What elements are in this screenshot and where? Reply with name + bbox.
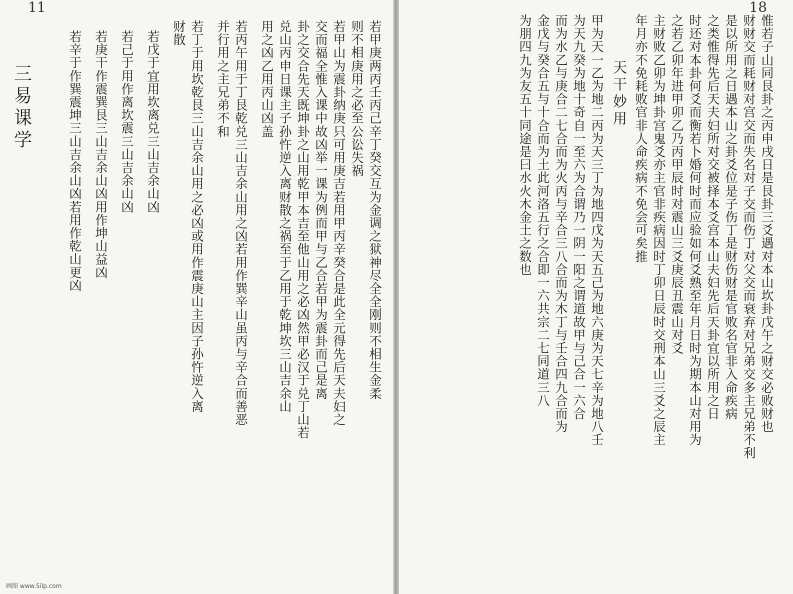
right-section-line: 为朋四九为友五十同途是曰水火木金土之数也 — [517, 14, 533, 276]
left-text-line: 财散 — [171, 20, 187, 47]
running-head: 三易课学 — [11, 64, 32, 152]
left-text-line: 兑山丙申日课主子孙忤逆入离财散之祸至于乙用于乾坤坎三山吉余山 — [277, 20, 293, 413]
left-text-line: 并行用之主兄弟不和 — [215, 20, 231, 138]
right-text-line: 时还对本卦何爻而衡若卜婚何时而应验如何爻熟至年月日时为期本山对用为 — [687, 14, 703, 447]
right-text-line: 之类惟得先后天夫妇所对交被择本爻宫本山夫妇先后天卦宜以所用之日 — [705, 14, 721, 421]
left-text-line: 交而福全惟入课中故凶举一课为例而甲与乙合若甲为震卦而己是离 — [313, 20, 329, 400]
right-text-line: 主财败乙卯为坤卦宫鬼爻亦主官非疾病因时丁卯日辰时交刑本山三爻之辰主 — [651, 14, 667, 447]
right-text-line: 年月亦不免耗败官非人命疾病不免会可矣推 — [633, 14, 649, 263]
right-section-line: 金戊与癸合五与十合而为土此河洛五行之合即一六共宗二七同道三八 — [535, 14, 551, 407]
section-title: 天干妙用 — [611, 60, 627, 128]
watermark-footer: 画图 www.5ilp.com — [6, 583, 62, 590]
left-text-line: 若丁于用坎乾艮三山吉余山用之必凶或用作震庚山主因子孙忤逆入离 — [189, 20, 205, 413]
left-text-line: 用之凶乙用丙山凶盖 — [259, 20, 275, 138]
right-section-line: 甲为天一乙为地二丙为天三丁为地四戊为天五己为地六庚为天七辛为地八壬 — [589, 14, 605, 447]
right-text-line: 之若乙卯年进甲卯乙乃丙甲辰时对震山三爻庚辰丑震山对爻 — [669, 14, 685, 355]
left-text-line: 若甲庚两丙壬丙己辛丁癸交互为金调之狱神尽全全刚则不相生金柔 — [367, 20, 383, 400]
left-text-line: 若丙午用于丁艮乾兑三山吉余山用之凶若用作巽辛山虽丙与辛合而善恶 — [233, 20, 249, 427]
left-text-line: 若辛于作巽震坤三山吉余山凶若用作乾山更凶 — [67, 30, 83, 292]
left-text-line: 卦之交合先天既坤卦之山用乾甲本吉至他山用之必凶然甲必汉于兑丁山若 — [295, 20, 311, 440]
right-section-line: 为天九癸为地十奇自一至六为合谓乃一阴一阳之谓道故甲与己合一六合 — [571, 14, 587, 421]
left-text-line: 若甲山为震卦纳庚只可用庚吉若用甲丙辛癸合是此全元得先后天夫妇之 — [331, 20, 347, 427]
left-text-line: 若己于用作离坎震三山吉余山凶 — [119, 30, 135, 214]
right-section-line: 而为水乙与庚合二七合而为火丙与辛合三八合而为木丁与壬合四九合而为 — [553, 14, 569, 434]
left-text-line: 若庚干作震巽艮三山吉余山凶用作坤山益凶 — [93, 30, 109, 279]
left-text-line: 则不相庚用之必至公讼失祸 — [349, 20, 365, 178]
right-text-line: 财财交而耗财对宫交而失名对子交而伤丁对父交而衰弃对兄弟交多主兄弟不利 — [741, 14, 757, 460]
right-text-line: 是以所用之日遇本山之卦爻位是子伤丁是财伤财是官败名官非入命疾病 — [723, 14, 739, 421]
left-page-number: 11 — [28, 0, 46, 16]
book-gutter — [393, 0, 399, 594]
right-page-number: 18 — [749, 0, 767, 16]
right-text-line: 惟若子山同艮卦之丙申戌日是艮卦三爻遇对本山坎卦戊午之财交必败财也 — [759, 14, 775, 434]
left-text-line: 若戊于宜用坎离兑三山吉余山凶 — [145, 30, 161, 214]
